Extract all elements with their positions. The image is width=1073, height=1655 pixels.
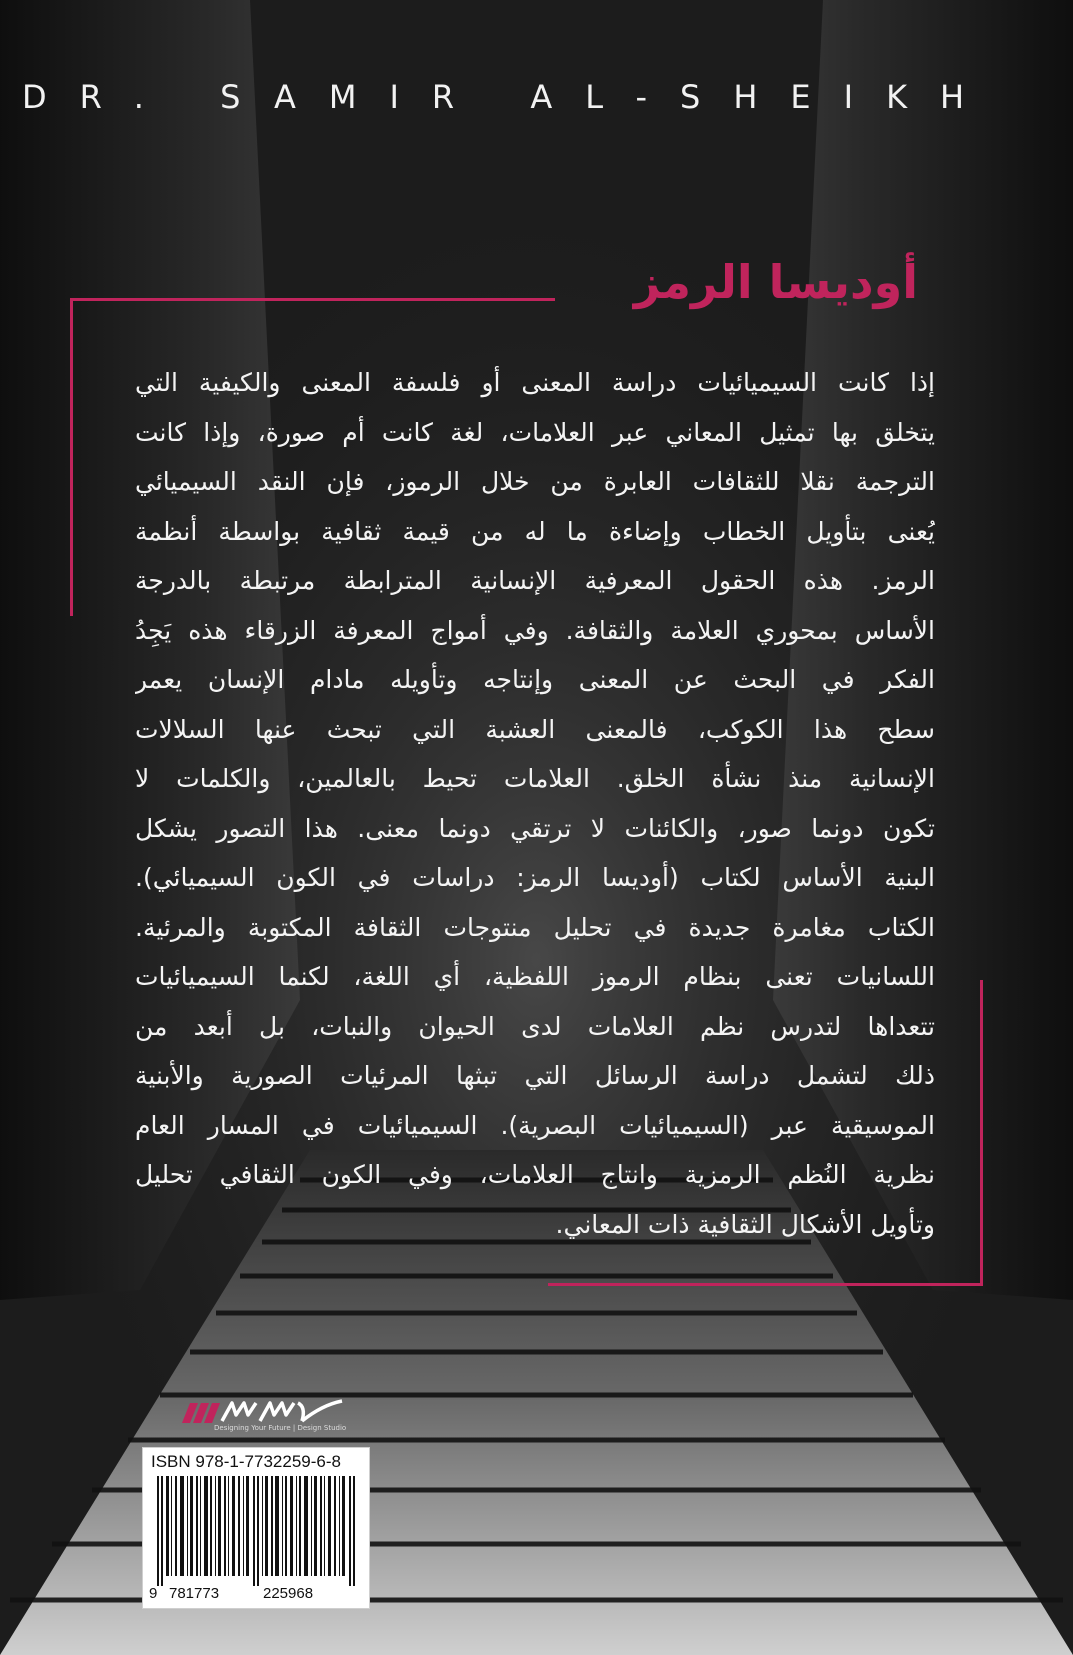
- barcode-digits-left: 781773: [169, 1585, 220, 1602]
- blurb-line: اللسانيات تعنى بنظام الرموز اللفظية، أي اللغة، لكنما السيميائيات: [135, 962, 935, 991]
- blurb-text: [135, 358, 935, 1249]
- frame-top-line: [70, 298, 555, 301]
- blurb-line: تتعداها لتدرس نظم العلامات لدى الحيوان والنبات، بل أبعد من: [135, 1011, 935, 1041]
- blurb-line: الموسيقية عبر (السيميائيات البصرية). السيميائيات في المسار العام: [135, 1110, 935, 1140]
- barcode-digits-right: 225968: [263, 1585, 314, 1602]
- blurb-line: البنية الأساس لكتاب (أوديسا الرمز: دراسات في الكون السيميائي).: [135, 863, 935, 892]
- blurb-line: تكون دونما صور، والكائنات لا ترتقي دونما معنى. هذا التصور يشكل: [135, 813, 935, 843]
- blurb-line: إذا كانت السيميائيات دراسة المعنى أو فلسفة المعنى والكيفية التي: [135, 368, 935, 397]
- frame-right-line: [980, 980, 983, 1286]
- blurb-line: الفكر في البحث عن المعنى وإنتاجه وتأويله مادام الإنسان يعمر: [135, 665, 935, 694]
- frame-left-line: [70, 298, 73, 616]
- publisher-tagline: Designing Your Future | Design Studio: [214, 1424, 347, 1432]
- blurb-line: نظرية النُظم الرمزية وانتاج العلامات، وفي الكون الثقافي تحليل: [135, 1160, 935, 1189]
- isbn-barcode: [142, 1447, 370, 1609]
- blurb-line: الترجمة نقلا للثقافات العابرة من خلال الرموز، فإن النقد السيميائي: [135, 467, 935, 496]
- blurb-line: ذلك لتشمل دراسة الرسائل التي تبثها المرئيات الصورية والأبنية: [135, 1061, 935, 1090]
- barcode-icon: [157, 1476, 357, 1586]
- blurb-line: يتخلق بها تمثيل المعاني عبر العلامات، لغة كانت أم صورة، وإذا كانت: [135, 417, 935, 447]
- blurb-line: وتأويل الأشكال الثقافية ذات المعاني.: [555, 1209, 935, 1239]
- blurb-line: الأساس بمحوري العلامة والثقافة. وفي أمواج المعرفة الزرقاء هذه يَجِدُ: [135, 615, 935, 645]
- blurb-line: الكتاب مغامرة جديدة في تحليل منتوجات الثقافة المكتوبة والمرئية.: [135, 912, 935, 942]
- author-name: DR. SAMIR AL-SHEIKH: [22, 78, 998, 116]
- blurb-line: يُعنى بتأويل الخطاب وإضاءة ما له من قيمة ثقافية بواسطة أنظمة: [135, 516, 935, 546]
- blurb-line: الرمز. هذه الحقول المعرفية الإنسانية المترابطة مرتبطة بالدرجة: [135, 566, 935, 595]
- frame-bottom-line: [548, 1283, 983, 1286]
- book-title: أوديسا الرمز: [633, 255, 918, 309]
- isbn-label: ISBN 978-1-7732259-6-8: [151, 1452, 341, 1471]
- barcode-digits: [147, 1585, 363, 1605]
- blurb-line: سطح هذا الكوكب، فالمعنى العشبة التي تبحث عنها السلالات: [135, 714, 935, 744]
- blurb-line: الإنسانية منذ نشأة الخلق. العلامات تحيط بالعالمين، والكلمات لا: [135, 764, 935, 793]
- barcode-digit-first: 9: [149, 1585, 158, 1602]
